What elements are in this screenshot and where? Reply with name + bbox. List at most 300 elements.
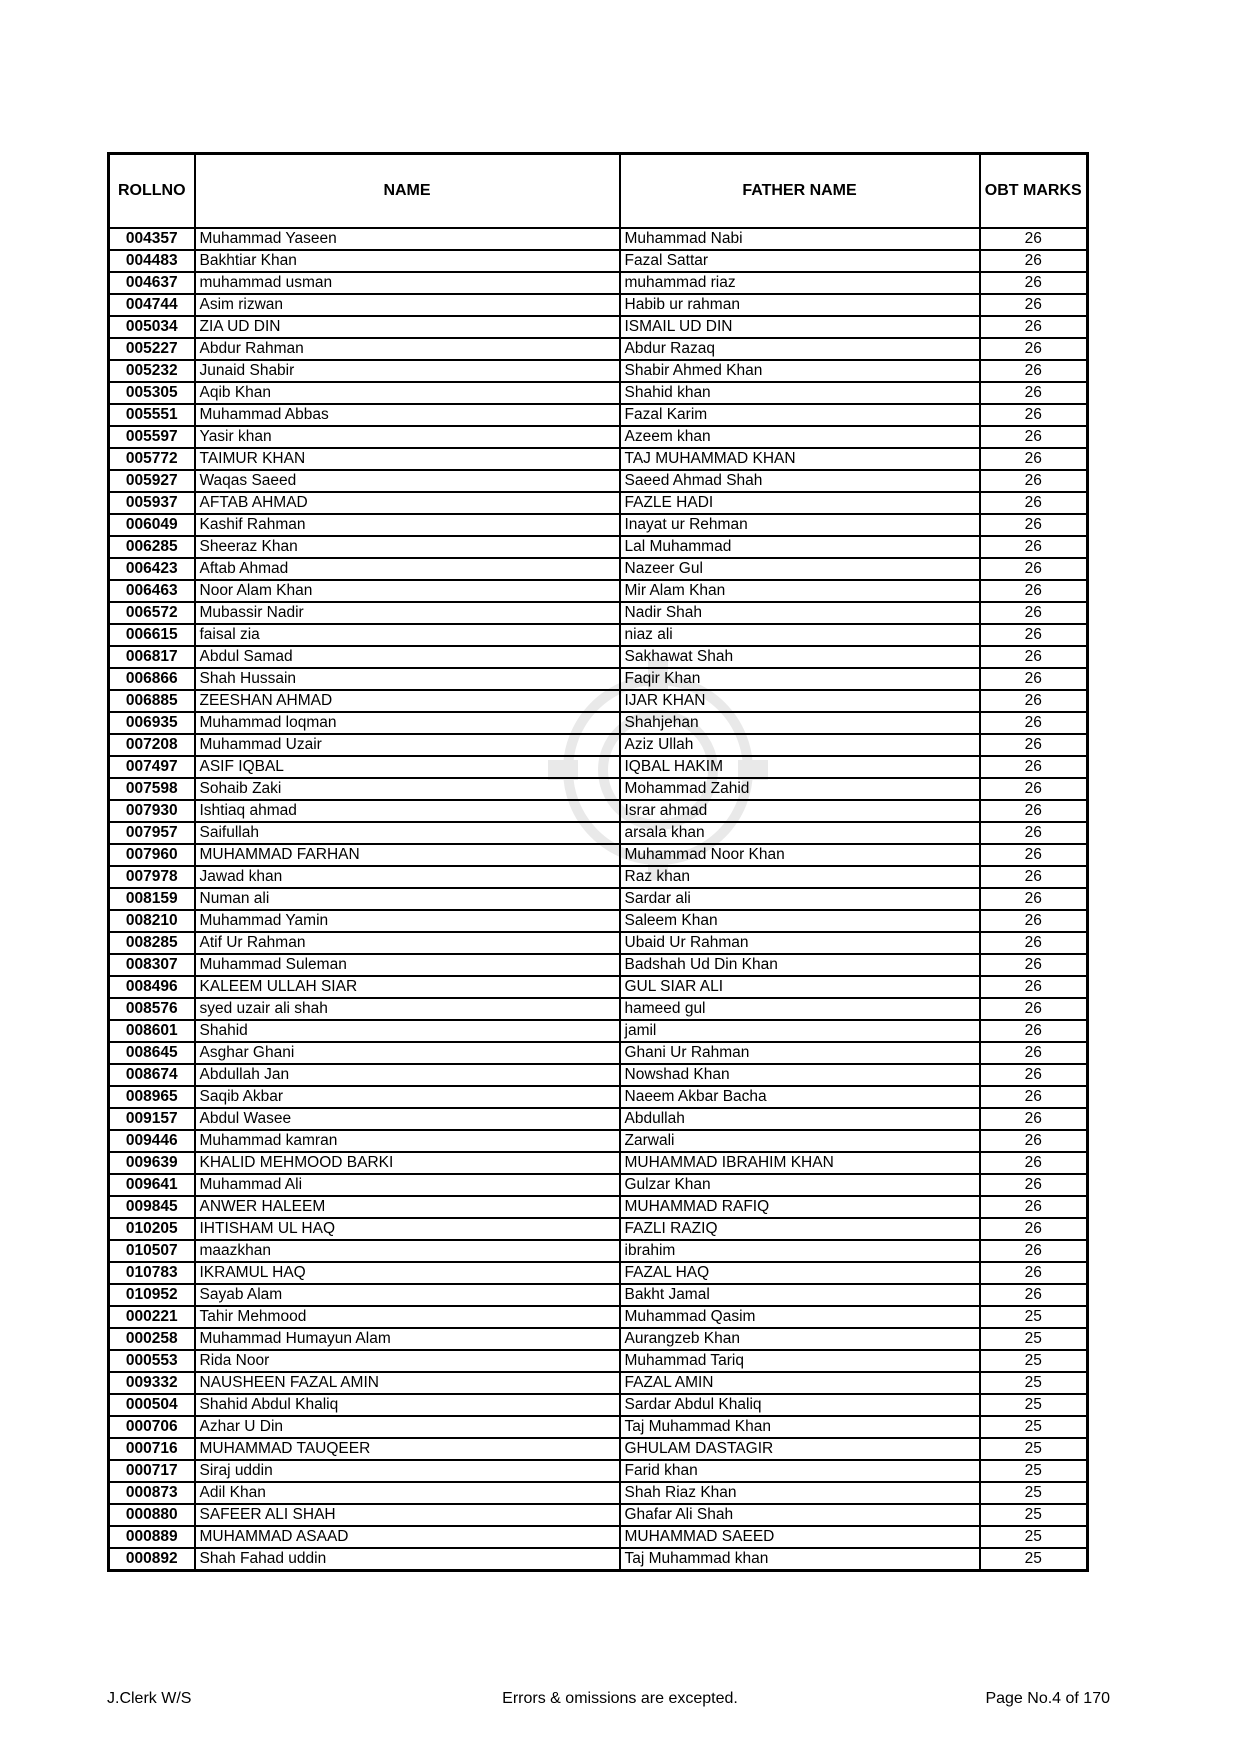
rollno-cell: 006817: [109, 646, 195, 668]
table-row: [109, 888, 1088, 910]
marks-cell: 26: [980, 734, 1088, 756]
rollno-cell: 004637: [109, 272, 195, 294]
rollno-cell: 004744: [109, 294, 195, 316]
name-cell: Shahid Abdul Khaliq: [195, 1394, 620, 1416]
table-row: [109, 602, 1088, 624]
marks-cell: 26: [980, 822, 1088, 844]
rollno-cell: 005927: [109, 470, 195, 492]
father-name-cell: Habib ur rahman: [620, 294, 980, 316]
name-cell: KALEEM ULLAH SIAR: [195, 976, 620, 998]
rollno-cell: 008307: [109, 954, 195, 976]
father-name-cell: MUHAMMAD RAFIQ: [620, 1196, 980, 1218]
father-name-cell: Mohammad Zahid: [620, 778, 980, 800]
marks-cell: 26: [980, 1218, 1088, 1240]
father-name-cell: Taj Muhammad khan: [620, 1548, 980, 1571]
marks-cell: 26: [980, 844, 1088, 866]
rollno-cell: 007497: [109, 756, 195, 778]
marks-cell: 25: [980, 1460, 1088, 1482]
name-cell: ANWER HALEEM: [195, 1196, 620, 1218]
rollno-cell: 009157: [109, 1108, 195, 1130]
father-name-cell: FAZAL HAQ: [620, 1262, 980, 1284]
father-name-cell: niaz ali: [620, 624, 980, 646]
rollno-cell: 000880: [109, 1504, 195, 1526]
name-cell: Shah Fahad uddin: [195, 1548, 620, 1571]
table-row: [109, 1262, 1088, 1284]
table-row: [109, 1306, 1088, 1328]
table-row: [109, 800, 1088, 822]
table-row: [109, 272, 1088, 294]
table-row: [109, 1108, 1088, 1130]
rollno-cell: 007957: [109, 822, 195, 844]
name-cell: Sayab Alam: [195, 1284, 620, 1306]
table-row: [109, 1086, 1088, 1108]
table-row: [109, 866, 1088, 888]
name-cell: Siraj uddin: [195, 1460, 620, 1482]
table-row: [109, 1460, 1088, 1482]
father-name-cell: Fazal Karim: [620, 404, 980, 426]
father-name-cell: Zarwali: [620, 1130, 980, 1152]
father-name-cell: Mir Alam Khan: [620, 580, 980, 602]
rollno-cell: 006463: [109, 580, 195, 602]
rollno-cell: 008576: [109, 998, 195, 1020]
name-cell: Shah Hussain: [195, 668, 620, 690]
name-cell: Bakhtiar Khan: [195, 250, 620, 272]
table-row: [109, 382, 1088, 404]
father-name-cell: IQBAL HAKIM: [620, 756, 980, 778]
marks-cell: 26: [980, 426, 1088, 448]
header-father-name: FATHER NAME: [620, 154, 980, 229]
rollno-cell: 010507: [109, 1240, 195, 1262]
father-name-cell: Sardar Abdul Khaliq: [620, 1394, 980, 1416]
rollno-cell: 006572: [109, 602, 195, 624]
father-name-cell: Ghafar Ali Shah: [620, 1504, 980, 1526]
name-cell: Atif Ur Rahman: [195, 932, 620, 954]
father-name-cell: FAZLE HADI: [620, 492, 980, 514]
rollno-cell: 008601: [109, 1020, 195, 1042]
name-cell: AFTAB AHMAD: [195, 492, 620, 514]
table-row: [109, 580, 1088, 602]
rollno-cell: 006285: [109, 536, 195, 558]
father-name-cell: Inayat ur Rehman: [620, 514, 980, 536]
name-cell: Abdullah Jan: [195, 1064, 620, 1086]
table-row: [109, 1218, 1088, 1240]
father-name-cell: FAZLI RAZIQ: [620, 1218, 980, 1240]
table-row: [109, 1130, 1088, 1152]
marks-cell: 26: [980, 1284, 1088, 1306]
marks-cell: 26: [980, 1086, 1088, 1108]
header-obt-marks: OBT MARKS: [980, 154, 1088, 229]
father-name-cell: Nazeer Gul: [620, 558, 980, 580]
marks-cell: 26: [980, 1262, 1088, 1284]
name-cell: Kashif Rahman: [195, 514, 620, 536]
name-cell: MUHAMMAD ASAAD: [195, 1526, 620, 1548]
name-cell: Muhammad Yaseen: [195, 228, 620, 250]
table-row: [109, 1504, 1088, 1526]
rollno-cell: 000706: [109, 1416, 195, 1438]
name-cell: NAUSHEEN FAZAL AMIN: [195, 1372, 620, 1394]
father-name-cell: Badshah Ud Din Khan: [620, 954, 980, 976]
father-name-cell: ibrahim: [620, 1240, 980, 1262]
table-row: [109, 1284, 1088, 1306]
name-cell: MUHAMMAD TAUQEER: [195, 1438, 620, 1460]
father-name-cell: GUL SIAR ALI: [620, 976, 980, 998]
marks-cell: 25: [980, 1328, 1088, 1350]
father-name-cell: Shah Riaz Khan: [620, 1482, 980, 1504]
marks-cell: 26: [980, 294, 1088, 316]
marks-cell: 26: [980, 1108, 1088, 1130]
marks-cell: 26: [980, 756, 1088, 778]
name-cell: Asghar Ghani: [195, 1042, 620, 1064]
name-cell: KHALID MEHMOOD BARKI: [195, 1152, 620, 1174]
father-name-cell: Farid khan: [620, 1460, 980, 1482]
rollno-cell: 009641: [109, 1174, 195, 1196]
father-name-cell: hameed gul: [620, 998, 980, 1020]
rollno-cell: 008496: [109, 976, 195, 998]
marks-cell: 26: [980, 338, 1088, 360]
rollno-cell: 005227: [109, 338, 195, 360]
header-name: NAME: [195, 154, 620, 229]
name-cell: Rida Noor: [195, 1350, 620, 1372]
name-cell: IHTISHAM UL HAQ: [195, 1218, 620, 1240]
rollno-cell: 008210: [109, 910, 195, 932]
rollno-cell: 004357: [109, 228, 195, 250]
table-row: [109, 492, 1088, 514]
marks-cell: 26: [980, 668, 1088, 690]
name-cell: Sohaib Zaki: [195, 778, 620, 800]
rollno-cell: 006866: [109, 668, 195, 690]
name-cell: Muhammad Uzair: [195, 734, 620, 756]
name-cell: Asim rizwan: [195, 294, 620, 316]
rollno-cell: 005305: [109, 382, 195, 404]
rollno-cell: 000892: [109, 1548, 195, 1571]
name-cell: IKRAMUL HAQ: [195, 1262, 620, 1284]
rollno-cell: 008285: [109, 932, 195, 954]
marks-cell: 26: [980, 1020, 1088, 1042]
father-name-cell: Lal Muhammad: [620, 536, 980, 558]
rollno-cell: 000504: [109, 1394, 195, 1416]
rollno-cell: 007978: [109, 866, 195, 888]
name-cell: Azhar U Din: [195, 1416, 620, 1438]
rollno-cell: 005551: [109, 404, 195, 426]
father-name-cell: Nadir Shah: [620, 602, 980, 624]
marks-cell: 25: [980, 1504, 1088, 1526]
name-cell: Muhammad Yamin: [195, 910, 620, 932]
name-cell: Noor Alam Khan: [195, 580, 620, 602]
rollno-cell: 005772: [109, 448, 195, 470]
father-name-cell: Abdullah: [620, 1108, 980, 1130]
marks-cell: 25: [980, 1394, 1088, 1416]
table-row: [109, 844, 1088, 866]
table-row: [109, 1174, 1088, 1196]
rollno-cell: 008674: [109, 1064, 195, 1086]
name-cell: Muhammad Ali: [195, 1174, 620, 1196]
marks-cell: 26: [980, 250, 1088, 272]
table-row: [109, 756, 1088, 778]
table-row: [109, 690, 1088, 712]
rollno-cell: 006935: [109, 712, 195, 734]
table-row: [109, 1196, 1088, 1218]
name-cell: Waqas Saeed: [195, 470, 620, 492]
marks-cell: 26: [980, 536, 1088, 558]
rollno-cell: 005034: [109, 316, 195, 338]
table-row: [109, 360, 1088, 382]
table-row: [109, 536, 1088, 558]
table-row: [109, 1416, 1088, 1438]
marks-cell: 26: [980, 580, 1088, 602]
name-cell: Saifullah: [195, 822, 620, 844]
name-cell: Abdur Rahman: [195, 338, 620, 360]
marks-cell: 26: [980, 778, 1088, 800]
marks-cell: 26: [980, 558, 1088, 580]
marks-cell: 26: [980, 316, 1088, 338]
table-row: [109, 910, 1088, 932]
marks-cell: 25: [980, 1416, 1088, 1438]
table-row: [109, 228, 1088, 250]
father-name-cell: Faqir Khan: [620, 668, 980, 690]
table-row: [109, 1350, 1088, 1372]
father-name-cell: Fazal Sattar: [620, 250, 980, 272]
table-row: [109, 1064, 1088, 1086]
marks-cell: 25: [980, 1482, 1088, 1504]
marks-cell: 26: [980, 360, 1088, 382]
father-name-cell: Nowshad Khan: [620, 1064, 980, 1086]
table-row: [109, 1020, 1088, 1042]
name-cell: Mubassir Nadir: [195, 602, 620, 624]
rollno-cell: 000889: [109, 1526, 195, 1548]
marks-cell: 26: [980, 602, 1088, 624]
rollno-cell: 005937: [109, 492, 195, 514]
marks-cell: 26: [980, 272, 1088, 294]
table-row: [109, 558, 1088, 580]
marks-cell: 26: [980, 712, 1088, 734]
name-cell: Numan ali: [195, 888, 620, 910]
name-cell: Muhammad Humayun Alam: [195, 1328, 620, 1350]
marks-cell: 25: [980, 1548, 1088, 1571]
marks-cell: 25: [980, 1350, 1088, 1372]
rollno-cell: 006885: [109, 690, 195, 712]
father-name-cell: Taj Muhammad Khan: [620, 1416, 980, 1438]
name-cell: syed uzair ali shah: [195, 998, 620, 1020]
footer-disclaimer: Errors & omissions are excepted.: [502, 1690, 738, 1707]
rollno-cell: 007930: [109, 800, 195, 822]
name-cell: MUHAMMAD FARHAN: [195, 844, 620, 866]
father-name-cell: Aziz Ullah: [620, 734, 980, 756]
marks-cell: 26: [980, 646, 1088, 668]
rollno-cell: 007960: [109, 844, 195, 866]
father-name-cell: MUHAMMAD SAEED: [620, 1526, 980, 1548]
rollno-cell: 006615: [109, 624, 195, 646]
rollno-cell: 008645: [109, 1042, 195, 1064]
marks-cell: 26: [980, 1152, 1088, 1174]
name-cell: Abdul Wasee: [195, 1108, 620, 1130]
name-cell: Aftab Ahmad: [195, 558, 620, 580]
marks-cell: 26: [980, 866, 1088, 888]
father-name-cell: Muhammad Noor Khan: [620, 844, 980, 866]
father-name-cell: Bakht Jamal: [620, 1284, 980, 1306]
rollno-cell: 000873: [109, 1482, 195, 1504]
table-row: [109, 1438, 1088, 1460]
father-name-cell: Muhammad Tariq: [620, 1350, 980, 1372]
father-name-cell: MUHAMMAD IBRAHIM KHAN: [620, 1152, 980, 1174]
rollno-cell: 010783: [109, 1262, 195, 1284]
father-name-cell: Ubaid Ur Rahman: [620, 932, 980, 954]
rollno-cell: 009639: [109, 1152, 195, 1174]
name-cell: ZEESHAN AHMAD: [195, 690, 620, 712]
father-name-cell: Naeem Akbar Bacha: [620, 1086, 980, 1108]
footer-clerk: J.Clerk W/S: [107, 1690, 192, 1707]
results-table: [107, 152, 1089, 1572]
rollno-cell: 000221: [109, 1306, 195, 1328]
name-cell: Saqib Akbar: [195, 1086, 620, 1108]
name-cell: maazkhan: [195, 1240, 620, 1262]
name-cell: ZIA UD DIN: [195, 316, 620, 338]
table-row: [109, 250, 1088, 272]
table-row: [109, 778, 1088, 800]
rollno-cell: 005597: [109, 426, 195, 448]
footer-page-number: Page No.4 of 170: [985, 1690, 1110, 1707]
table-row: [109, 668, 1088, 690]
header-rollno: ROLLNO: [109, 154, 195, 229]
marks-cell: 26: [980, 404, 1088, 426]
marks-cell: 26: [980, 998, 1088, 1020]
father-name-cell: Abdur Razaq: [620, 338, 980, 360]
name-cell: SAFEER ALI SHAH: [195, 1504, 620, 1526]
father-name-cell: Israr ahmad: [620, 800, 980, 822]
marks-cell: 25: [980, 1438, 1088, 1460]
table-row: [109, 1482, 1088, 1504]
father-name-cell: arsala khan: [620, 822, 980, 844]
marks-cell: 26: [980, 624, 1088, 646]
marks-cell: 26: [980, 910, 1088, 932]
table-body: [109, 228, 1088, 1571]
table-row: [109, 712, 1088, 734]
marks-cell: 26: [980, 228, 1088, 250]
name-cell: Muhammad kamran: [195, 1130, 620, 1152]
rollno-cell: 007208: [109, 734, 195, 756]
marks-cell: 26: [980, 1196, 1088, 1218]
table-row: [109, 448, 1088, 470]
table-row: [109, 932, 1088, 954]
rollno-cell: 000553: [109, 1350, 195, 1372]
marks-cell: 26: [980, 1130, 1088, 1152]
name-cell: Muhammad Abbas: [195, 404, 620, 426]
father-name-cell: muhammad riaz: [620, 272, 980, 294]
table-row: [109, 734, 1088, 756]
marks-cell: 26: [980, 888, 1088, 910]
rollno-cell: 006423: [109, 558, 195, 580]
father-name-cell: Sardar ali: [620, 888, 980, 910]
table-row: [109, 514, 1088, 536]
marks-cell: 26: [980, 954, 1088, 976]
father-name-cell: GHULAM DASTAGIR: [620, 1438, 980, 1460]
name-cell: Muhammad loqman: [195, 712, 620, 734]
father-name-cell: IJAR KHAN: [620, 690, 980, 712]
name-cell: faisal zia: [195, 624, 620, 646]
father-name-cell: Ghani Ur Rahman: [620, 1042, 980, 1064]
table-row: [109, 426, 1088, 448]
father-name-cell: Muhammad Nabi: [620, 228, 980, 250]
marks-cell: 26: [980, 800, 1088, 822]
rollno-cell: 009446: [109, 1130, 195, 1152]
table-row: [109, 1240, 1088, 1262]
father-name-cell: Shahjehan: [620, 712, 980, 734]
father-name-cell: Muhammad Qasim: [620, 1306, 980, 1328]
rollno-cell: 000258: [109, 1328, 195, 1350]
marks-cell: 26: [980, 1042, 1088, 1064]
father-name-cell: FAZAL AMIN: [620, 1372, 980, 1394]
rollno-cell: 010205: [109, 1218, 195, 1240]
rollno-cell: 004483: [109, 250, 195, 272]
name-cell: Aqib Khan: [195, 382, 620, 404]
father-name-cell: Aurangzeb Khan: [620, 1328, 980, 1350]
table-header-row: [109, 154, 1088, 229]
rollno-cell: 008965: [109, 1086, 195, 1108]
table-row: [109, 954, 1088, 976]
table-row: [109, 338, 1088, 360]
rollno-cell: 008159: [109, 888, 195, 910]
name-cell: Muhammad Suleman: [195, 954, 620, 976]
name-cell: Abdul Samad: [195, 646, 620, 668]
marks-cell: 26: [980, 382, 1088, 404]
name-cell: Jawad khan: [195, 866, 620, 888]
name-cell: Tahir Mehmood: [195, 1306, 620, 1328]
name-cell: ASIF IQBAL: [195, 756, 620, 778]
marks-cell: 25: [980, 1372, 1088, 1394]
father-name-cell: ISMAIL UD DIN: [620, 316, 980, 338]
table-row: [109, 1152, 1088, 1174]
table-row: [109, 1372, 1088, 1394]
marks-cell: 26: [980, 1174, 1088, 1196]
marks-cell: 26: [980, 932, 1088, 954]
rollno-cell: 000717: [109, 1460, 195, 1482]
name-cell: Shahid: [195, 1020, 620, 1042]
table-row: [109, 1394, 1088, 1416]
marks-cell: 25: [980, 1526, 1088, 1548]
father-name-cell: Shabir Ahmed Khan: [620, 360, 980, 382]
name-cell: Adil Khan: [195, 1482, 620, 1504]
table-row: [109, 822, 1088, 844]
marks-cell: 26: [980, 514, 1088, 536]
rollno-cell: 009845: [109, 1196, 195, 1218]
father-name-cell: Raz khan: [620, 866, 980, 888]
table-row: [109, 976, 1088, 998]
table-row: [109, 404, 1088, 426]
rollno-cell: 000716: [109, 1438, 195, 1460]
table-row: [109, 316, 1088, 338]
father-name-cell: TAJ MUHAMMAD KHAN: [620, 448, 980, 470]
marks-cell: 26: [980, 448, 1088, 470]
table-row: [109, 624, 1088, 646]
table-row: [109, 646, 1088, 668]
marks-cell: 26: [980, 492, 1088, 514]
marks-cell: 26: [980, 976, 1088, 998]
name-cell: Sheeraz Khan: [195, 536, 620, 558]
name-cell: Yasir khan: [195, 426, 620, 448]
name-cell: Junaid Shabir: [195, 360, 620, 382]
father-name-cell: jamil: [620, 1020, 980, 1042]
rollno-cell: 007598: [109, 778, 195, 800]
table-row: [109, 1328, 1088, 1350]
rollno-cell: 010952: [109, 1284, 195, 1306]
father-name-cell: Saleem Khan: [620, 910, 980, 932]
marks-cell: 26: [980, 1064, 1088, 1086]
table-row: [109, 1526, 1088, 1548]
marks-cell: 26: [980, 1240, 1088, 1262]
rollno-cell: 006049: [109, 514, 195, 536]
table-row: [109, 1548, 1088, 1571]
name-cell: muhammad usman: [195, 272, 620, 294]
father-name-cell: Saeed Ahmad Shah: [620, 470, 980, 492]
